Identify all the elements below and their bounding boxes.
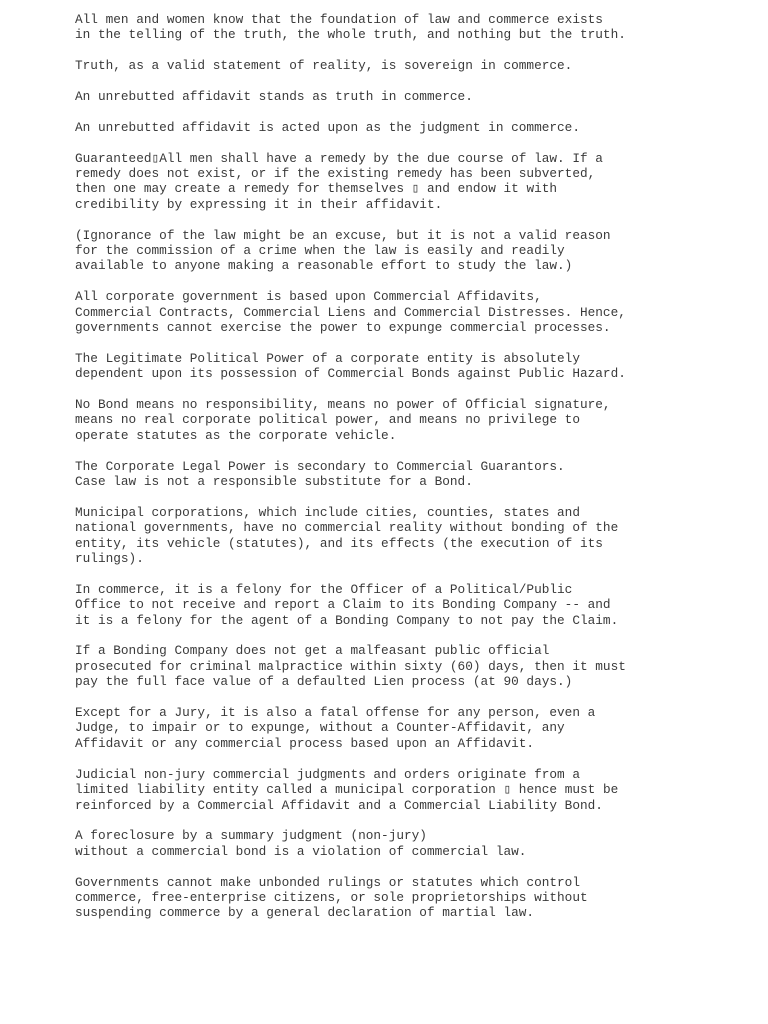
text-line: In commerce, it is a felony for the Officer of a Political/Public <box>75 581 573 597</box>
text-line: it is a felony for the agent of a Bonding Company to not pay the Claim. <box>75 612 619 628</box>
text-line: Commercial Contracts, Commercial Liens and Commercial Distresses. Hence, <box>75 304 626 320</box>
paragraph <box>75 459 755 490</box>
paragraph <box>75 351 755 382</box>
text-line: then one may create a remedy for themselves ▯ and endow it with <box>75 181 558 197</box>
text-line: An unrebutted affidavit is acted upon as the judgment in commerce. <box>75 119 580 135</box>
text-line: prosecuted for criminal malpractice within sixty (60) days, then it must <box>75 658 626 674</box>
text-line: All corporate government is based upon Commercial Affidavits, <box>75 289 542 305</box>
text-line: An unrebutted affidavit stands as truth in commerce. <box>75 89 473 104</box>
text-line: (Ignorance of the law might be an excuse, but it is not a valid reason <box>75 227 611 243</box>
paragraph <box>75 58 755 73</box>
text-line: governments cannot exercise the power to expunge commercial processes. <box>75 320 611 336</box>
text-line: rulings). <box>75 551 144 567</box>
paragraph <box>75 505 755 567</box>
paragraph <box>75 120 755 135</box>
text-line: in the telling of the truth, the whole truth, and nothing but the truth. <box>75 27 626 43</box>
paragraph <box>75 89 755 104</box>
paragraph <box>75 397 755 443</box>
paragraph <box>75 705 755 751</box>
paragraph <box>75 12 755 43</box>
text-line: A foreclosure by a summary judgment (non-jury) <box>75 828 427 844</box>
text-line: means no real corporate political power, and means no privilege to <box>75 412 580 428</box>
paragraph <box>75 151 755 213</box>
paragraph <box>75 228 755 274</box>
text-line: Except for a Jury, it is also a fatal offense for any person, even a <box>75 705 596 721</box>
text-line: The Corporate Legal Power is secondary to Commercial Guarantors. <box>75 458 565 474</box>
text-line: Case law is not a responsible substitute for a Bond. <box>75 474 473 490</box>
text-line: The Legitimate Political Power of a corporate entity is absolutely <box>75 350 580 366</box>
text-line: remedy does not exist, or if the existing remedy has been subverted, <box>75 166 596 181</box>
text-line: All men and women know that the foundation of law and commerce exists <box>75 12 603 27</box>
paragraph <box>75 289 755 335</box>
text-line: operate statutes as the corporate vehicle. <box>75 427 397 443</box>
text-line: available to anyone making a reasonable effort to study the law.) <box>75 258 573 274</box>
text-line: commerce, free-enterprise citizens, or sole proprietorships without <box>75 889 588 905</box>
paragraph <box>75 767 755 813</box>
paragraph <box>75 875 755 921</box>
text-line: entity, its vehicle (statutes), and its effects (the execution of its <box>75 535 603 551</box>
text-line: Guaranteed▯All men shall have a remedy by the due course of law. If a <box>75 150 603 166</box>
paragraph <box>75 582 755 628</box>
text-line: for the commission of a crime when the law is easily and readily <box>75 243 565 259</box>
text-line: Affidavit or any commercial process based upon an Affidavit. <box>75 735 535 751</box>
text-line: suspending commerce by a general declaration of martial law. <box>75 905 535 921</box>
text-line: No Bond means no responsibility, means no power of Official signature, <box>75 397 611 413</box>
text-line: Governments cannot make unbonded rulings or statutes which control <box>75 874 580 890</box>
paragraph <box>75 828 755 859</box>
text-line: Judicial non-jury commercial judgments and orders originate from a <box>75 766 580 782</box>
text-line: national governments, have no commercial reality without bonding of the <box>75 520 619 536</box>
document-page <box>75 12 755 936</box>
paragraph <box>75 643 755 689</box>
text-line: limited liability entity called a municipal corporation ▯ hence must be <box>75 782 619 798</box>
text-line: reinforced by a Commercial Affidavit and a Commercial Liability Bond. <box>75 797 603 813</box>
text-line: pay the full face value of a defaulted Lien process (at 90 days.) <box>75 674 573 690</box>
text-line: If a Bonding Company does not get a malfeasant public official <box>75 643 550 659</box>
text-line: Municipal corporations, which include cities, counties, states and <box>75 504 580 520</box>
text-line: dependent upon its possession of Commercial Bonds against Public Hazard. <box>75 366 626 382</box>
text-line: Truth, as a valid statement of reality, is sovereign in commerce. <box>75 58 573 74</box>
text-line: without a commercial bond is a violation of commercial law. <box>75 843 527 859</box>
text-line: Office to not receive and report a Claim to its Bonding Company -- and <box>75 597 611 613</box>
text-line: credibility by expressing it in their affidavit. <box>75 196 443 212</box>
text-line: Judge, to impair or to expunge, without a Counter-Affidavit, any <box>75 720 565 736</box>
